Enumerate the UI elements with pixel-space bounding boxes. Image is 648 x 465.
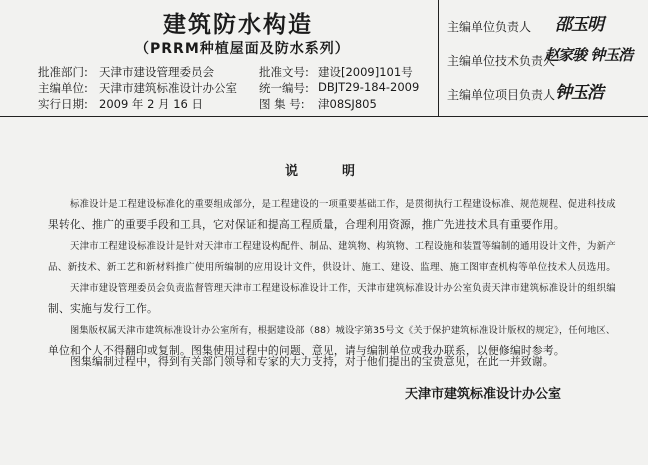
unified-no: DBJT29-184-2009	[318, 80, 420, 94]
section-heading	[285, 160, 355, 179]
signature-3: 钟玉浩	[555, 83, 603, 103]
paragraph-line: 图集版权属天津市建筑标准设计办公室所有，根据建设部（88）城设字第35号文《关于保护建筑标准设计版权的规定》，任何地区、	[70, 325, 616, 336]
header-divider-horizontal	[0, 116, 648, 117]
approval-no: 建设[2009]101号	[318, 65, 413, 79]
editor-unit: 天津市建筑标准设计办公室	[99, 81, 237, 95]
issuing-office: 天津市建筑标准设计办公室	[405, 387, 562, 402]
approval-no-label: 批准文号:	[259, 65, 309, 79]
document-subtitle: （PRRM种植屋面及防水系列）	[135, 41, 350, 57]
paragraph-line: 果转化、推广的重要手段和工具，它对保证和提高工程质量，合理利用资源，推广先进技术具有重要作用。	[48, 218, 565, 231]
editor-unit-label: 主编单位:	[38, 81, 88, 95]
signature-1: 邵玉明	[555, 15, 603, 35]
approval-dept: 天津市建设管理委员会	[99, 65, 214, 79]
effective-date-label: 实行日期:	[38, 97, 88, 111]
atlas-no-label: 图 集 号:	[259, 97, 305, 111]
signature-label-1: 主编单位负责人	[447, 20, 532, 34]
header-divider-vertical	[438, 0, 439, 116]
paragraph-line: 图集编制过程中，得到有关部门领导和专家的大力支持，对于他们提出的宝贵意见，在此一并致谢。	[70, 355, 554, 368]
paragraph-line: 标准设计是工程建设标准化的重要组成部分，是工程建设的一项重要基础工作，是贯彻执行工程建设标准、规范规程、促进科技成	[70, 199, 616, 210]
heading-char-1: 说	[285, 164, 299, 179]
signature-label-2: 主编单位技术负责人	[447, 54, 556, 68]
paragraph-line: 天津市建设管理委员会负责监督管理天津市工程建设标准设计工作，天津市建筑标准设计办公室负责天津市建筑标准设计的组织编	[70, 283, 616, 294]
signature-2: 赵家骏 钟玉浩	[544, 46, 633, 64]
paragraph-line: 制、实施与发行工作。	[48, 302, 158, 315]
paragraph-line: 单位和个人不得翻印或复制。图集使用过程中的问题、意见，请与编制单位或我办联系，以便修编时参考。	[48, 344, 565, 357]
atlas-no: 津08SJ805	[318, 97, 377, 111]
document-title: 建筑防水构造	[163, 12, 313, 38]
signature-label-3: 主编单位项目负责人	[447, 88, 556, 102]
paragraph-line: 品、新技术、新工艺和新材料推广使用所编制的应用设计文件，供设计、施工、建设、监理、施工图审查机构等单位技术人员选用。	[48, 262, 617, 273]
effective-date: 2009 年 2 月 16 日	[99, 97, 203, 111]
heading-char-2: 明	[342, 164, 356, 179]
approval-dept-label: 批准部门:	[38, 65, 88, 79]
unified-no-label: 统一编号:	[259, 81, 309, 95]
paragraph-line: 天津市工程建设标准设计是针对天津市工程建设构配件、制品、建筑物、构筑物、工程设施和装置等编制的通用设计文件，为新产	[70, 241, 616, 252]
